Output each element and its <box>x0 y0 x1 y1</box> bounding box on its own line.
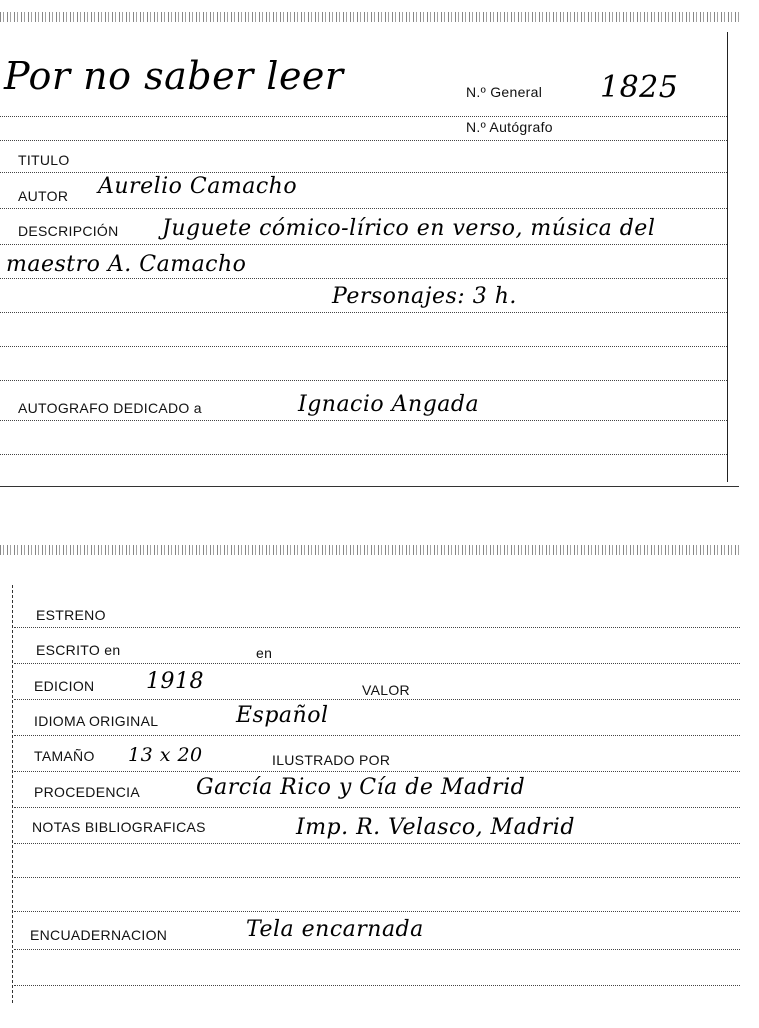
rule-line <box>14 911 740 912</box>
descripcion-line2: maestro A. Camacho <box>6 252 247 277</box>
rule-line <box>14 843 740 844</box>
edicion-value: 1918 <box>146 669 204 694</box>
rule-line <box>14 699 740 700</box>
escrito-en-label: en <box>256 645 273 661</box>
rule-line <box>0 116 727 117</box>
rule-line <box>14 735 740 736</box>
ilustrado-label: ILUSTRADO POR <box>272 752 391 768</box>
numero-general-value: 1825 <box>600 70 679 105</box>
titulo-label: TITULO <box>18 152 70 168</box>
rule-line <box>0 244 727 245</box>
card-right-border <box>727 32 728 482</box>
rule-line <box>14 949 740 950</box>
rule-line <box>0 278 727 279</box>
rule-line <box>14 807 740 808</box>
rule-line <box>0 420 727 421</box>
rule-line <box>14 985 740 986</box>
descripcion-line1: Juguete cómico-lírico en verso, música del <box>162 216 656 241</box>
idioma-label: IDIOMA ORIGINAL <box>34 713 159 729</box>
procedencia-label: PROCEDENCIA <box>34 784 140 800</box>
autor-value: Aurelio Camacho <box>98 174 298 199</box>
procedencia-value: García Rico y Cía de Madrid <box>196 775 526 800</box>
card-edge-texture <box>0 545 742 555</box>
card-left-border <box>12 585 13 1003</box>
idioma-value: Español <box>236 703 329 728</box>
estreno-label: ESTRENO <box>36 607 106 623</box>
rule-line <box>0 380 727 381</box>
escrito-label: ESCRITO en <box>36 642 121 658</box>
rule-line <box>0 312 727 313</box>
notas-label: NOTAS BIBLIOGRAFICAS <box>32 819 206 835</box>
tamano-label: TAMAÑO <box>34 748 95 764</box>
autor-label: AUTOR <box>18 188 69 204</box>
rule-line <box>14 771 740 772</box>
rule-line <box>14 627 740 628</box>
card-edge-texture <box>0 12 739 22</box>
tamano-value: 13 x 20 <box>128 744 203 766</box>
autografo-dedicado-value: Ignacio Angada <box>298 392 480 417</box>
rule-line <box>14 663 740 664</box>
notas-value: Imp. R. Velasco, Madrid <box>296 815 575 840</box>
numero-general-label: N.º General <box>466 84 543 100</box>
personajes-note: Personajes: 3 h. <box>332 284 517 309</box>
valor-label: VALOR <box>362 682 410 698</box>
rule-line <box>0 208 727 209</box>
rule-line <box>0 346 727 347</box>
rule-line <box>0 140 727 141</box>
numero-autografo-label: N.º Autógrafo <box>466 119 553 135</box>
edicion-label: EDICION <box>34 678 95 694</box>
catalog-card-top <box>0 12 739 490</box>
catalog-card-bottom <box>0 545 742 1015</box>
card-heading: Por no saber leer <box>4 54 344 98</box>
descripcion-label: DESCRIPCIÓN <box>18 223 119 239</box>
card-bottom-edge <box>0 486 739 487</box>
rule-line <box>0 172 727 173</box>
autografo-dedicado-label: AUTOGRAFO DEDICADO a <box>18 400 202 416</box>
encuadernacion-value: Tela encarnada <box>246 917 424 942</box>
encuadernacion-label: ENCUADERNACION <box>30 927 168 943</box>
rule-line <box>0 454 727 455</box>
rule-line <box>14 877 740 878</box>
